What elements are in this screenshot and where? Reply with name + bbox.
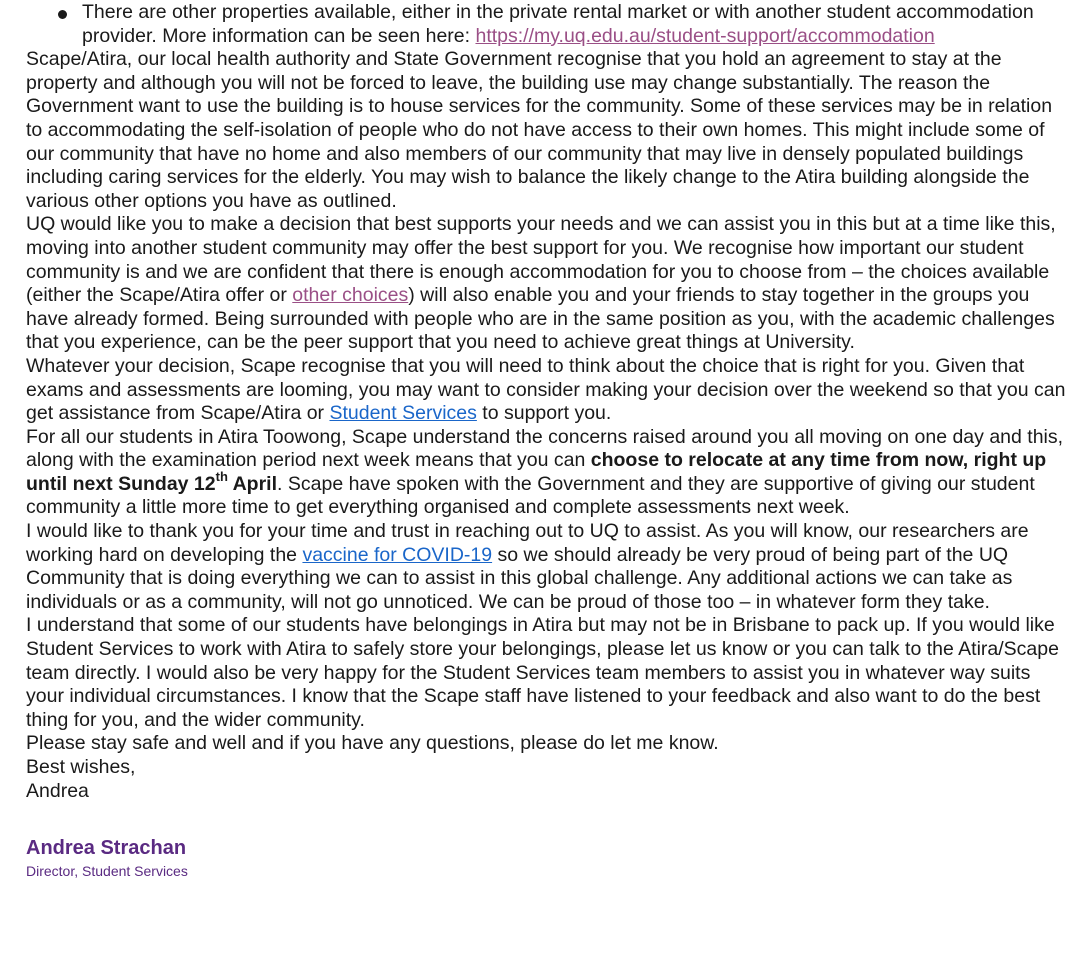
other-choices-link[interactable]: other choices	[292, 284, 409, 307]
signature-name: Andrea Strachan	[26, 836, 187, 859]
signature-title: Director, Student Services	[26, 863, 188, 880]
paragraph-text: to support you.	[476, 402, 612, 425]
ordinal-suffix: th	[215, 468, 228, 484]
signoff-name: Andrea	[26, 779, 89, 802]
bullet-list	[26, 0, 1070, 48]
paragraph-building-use: Scape/Atira, our local health authority and State Government recognise that you hold an agreement to stay at the property and although you will not be forced to leave, the building use may change substantially. The reason the Government want to use the building is to house services for the community. Some of these services may be in relation to accommodating the self-isolation of people who do not have access to their own homes. This might include some of our community that have no home and also members of our community that may live in densely populated buildings including caring services for the elderly. You may wish to balance the likely change to the Atira building alongside the various other options you have as outlined.	[26, 48, 1053, 212]
paragraph-text: Whatever your decision, Scape recognise that you will need to think about the choice that is right for you. Given that exams and assessments are looming, you may want to consider making your decision over the weekend so that you can get assistance from Scape/Atira or	[26, 354, 1066, 425]
bullet-text: There are other properties available, either in the private rental market or with another student accommodation provider. More information can be seen here:	[82, 1, 1034, 47]
student-services-link[interactable]: Student Services	[329, 402, 477, 425]
paragraph-text: . Scape have spoken with the Government and they are supportive of giving our student community a little more time to get everything organised and complete assessments next week.	[26, 472, 1035, 519]
list-item	[26, 0, 1070, 48]
paragraph-whatever-decision	[26, 355, 1070, 426]
paragraph-text: I would like to thank you for your time and trust in reaching out to UQ to assist. As you will know, our researchers are working hard on developing the	[26, 520, 1029, 566]
paragraph-text: ) will also enable you and your friends to stay together in the groups you have already formed. Being surrounded with people who are in the same position as you, with the academic challenges that you experience, can be the peer support that you need to achieve great things at University.	[26, 284, 1055, 354]
bold-text: choose to relocate at any time from now, right up until next Sunday 12	[26, 449, 1047, 495]
paragraph-decision	[26, 213, 1070, 355]
email-body	[26, 0, 1070, 880]
paragraph-text: UQ would like you to make a decision that best supports your needs and we can assist you in this but at a time like this, moving into another student community may offer the best support for you. We recognise how important our student community is and we are confident that there is enough accommodation for you to choose from – the choices available (either the Scape/Atira offer or	[26, 213, 1056, 307]
paragraph-text: For all our students in Atira Toowong, Scape understand the concerns raised around you all moving on one day and this, along with the examination period next week means that you can	[26, 425, 1064, 472]
paragraph-thanks	[26, 520, 1070, 614]
paragraph-stay-safe: Please stay safe and well and if you have any questions, please do let me know.	[26, 732, 719, 755]
paragraph-text: so we should already be very proud of being part of the UQ Community that is doing everything we can to assist in this global challenge. Any additional actions we can take as individuals or as a community, will not go unnoticed. We can be proud of those too – in whatever form they take.	[26, 543, 1013, 613]
closing-line: Best wishes,	[26, 756, 136, 778]
paragraph-belongings: I understand that some of our students have belongings in Atira but may not be in Brisbane to pack up. If you would like Student Services to work with Atira to safely store your belongings, please let us know or you can talk to the Atira/Scape team directly. I would also be very happy for the Student Services team members to assist you in whatever way suits your individual circumstances. I know that the Scape staff have listened to your feedback and also want to do the best thing for you, and the wider community.	[26, 614, 1059, 731]
spacer	[26, 803, 1070, 827]
bold-text: April	[227, 472, 278, 495]
accommodation-link[interactable]: https://my.uq.edu.au/student-support/accommodation	[475, 24, 935, 47]
bullet-dot-icon	[58, 10, 67, 19]
vaccine-link[interactable]: vaccine for COVID-19	[302, 543, 493, 566]
paragraph-relocate	[26, 426, 1070, 520]
